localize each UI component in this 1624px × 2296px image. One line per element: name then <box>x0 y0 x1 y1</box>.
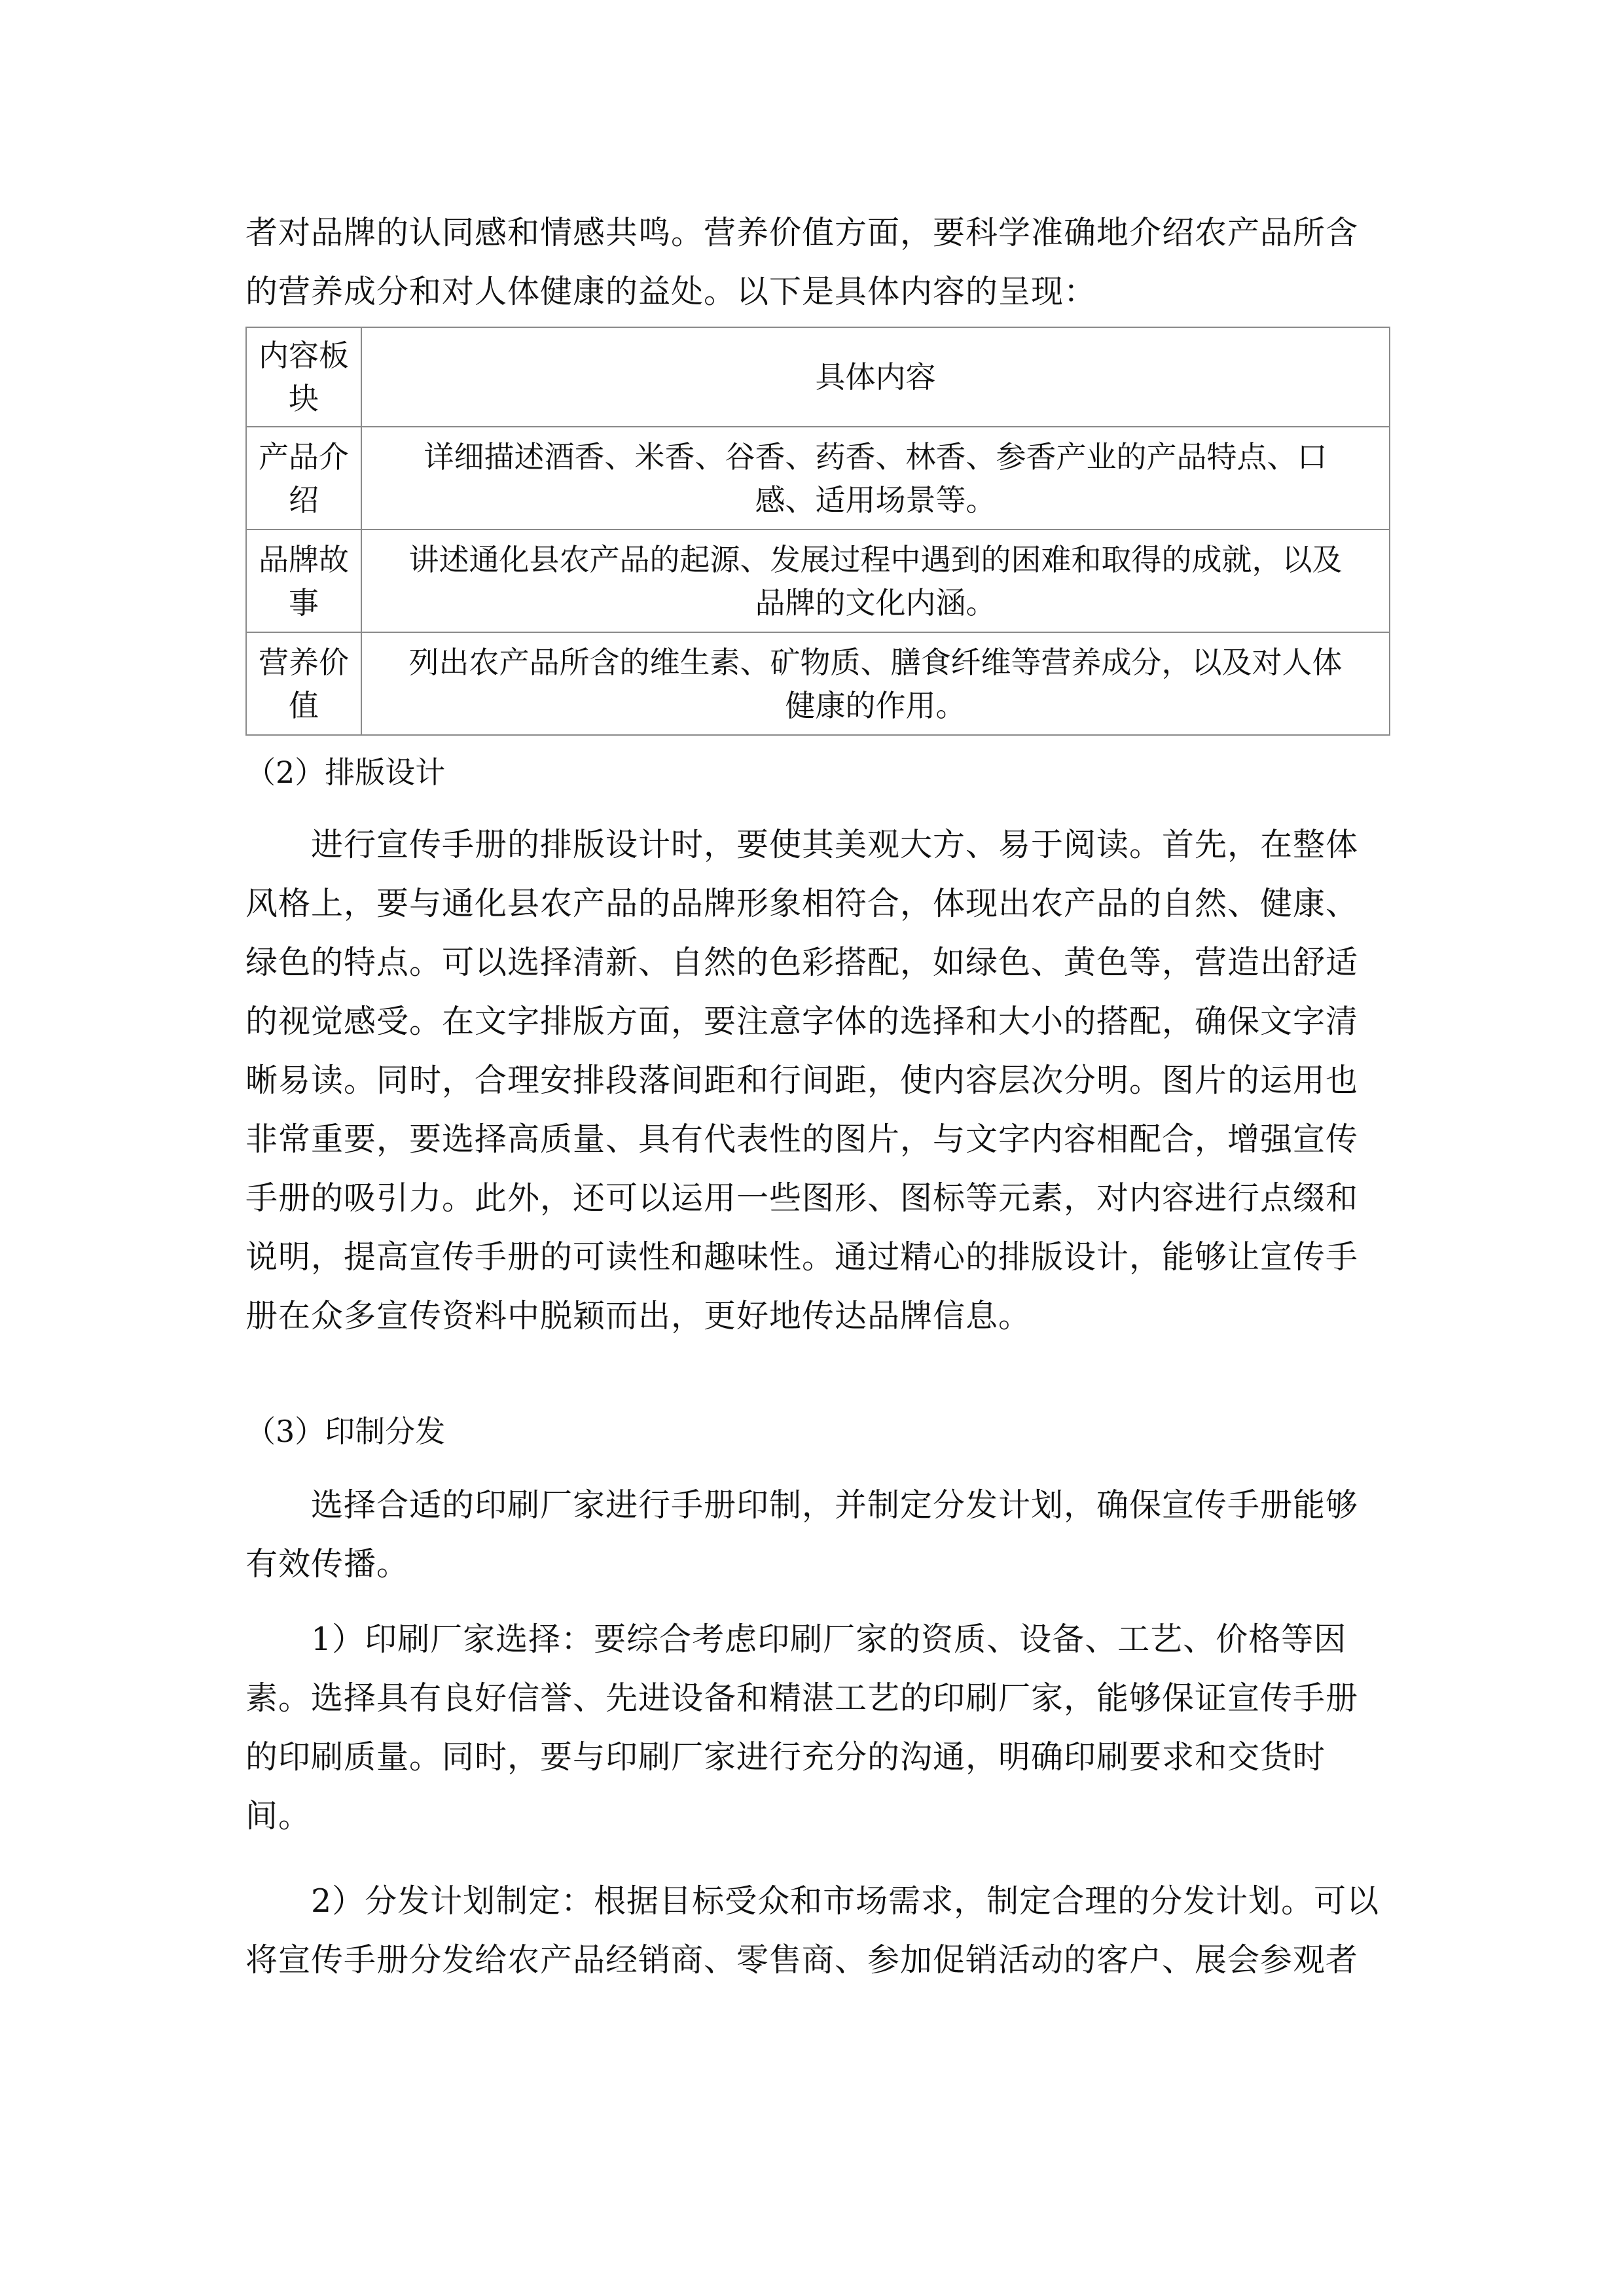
table-cell-section <box>246 529 361 632</box>
table-header-cell-content <box>361 327 1390 427</box>
cell-line: 绍 <box>289 482 319 518</box>
layout-design-paragraph <box>245 816 1394 1346</box>
paragraph-line: 的视觉感受。在文字排版方面，要注意字体的选择和大小的搭配，确保文字清 <box>245 1003 1359 1040</box>
table-row <box>246 529 1390 632</box>
paragraph-line: 的印刷质量。同时，要与印刷厂家进行充分的沟通，明确印刷要求和交货时 <box>245 1738 1326 1776</box>
cell-line: 详细描述酒香、米香、谷香、药香、林香、参香产业的产品特点、口 <box>424 439 1327 475</box>
paragraph-line: 选择合适的印刷厂家进行手册印制，并制定分发计划，确保宣传手册能够 <box>245 1486 1359 1524</box>
paragraph-line: 进行宣传手册的排版设计时，要使其美观大方、易于阅读。首先，在整体 <box>245 826 1359 863</box>
content-table <box>245 327 1390 736</box>
table-cell-content <box>361 427 1390 529</box>
table-header-row <box>246 327 1390 427</box>
cell-line: 讲述通化县农产品的起源、发展过程中遇到的困难和取得的成就，以及 <box>408 541 1343 577</box>
paragraph-line: 册在众多宣传资料中脱颖而出，更好地传达品牌信息。 <box>245 1297 1032 1335</box>
print-distribution-intro <box>245 1476 1394 1594</box>
cell-line: 块 <box>289 381 319 416</box>
intro-paragraph <box>245 204 1394 321</box>
cell-line: 列出农产品所含的维生素、矿物质、膳食纤维等营养成分，以及对人体 <box>408 644 1343 680</box>
cell-line: 内容板 <box>259 338 349 373</box>
cell-line: 值 <box>289 687 319 723</box>
paragraph-line: 素。选择具有良好信誉、先进设备和精湛工艺的印刷厂家，能够保证宣传手册 <box>245 1679 1359 1717</box>
paragraph-line: 绿色的特点。可以选择清新、自然的色彩搭配，如绿色、黄色等，营造出舒适 <box>245 944 1359 981</box>
cell-line: 感、适用场景等。 <box>755 482 996 518</box>
cell-line: 品牌的文化内涵。 <box>755 584 996 620</box>
table-cell-content <box>361 529 1390 632</box>
paragraph-line: 1）印刷厂家选择：要综合考虑印刷厂家的资质、设备、工艺、价格等因 <box>245 1621 1347 1658</box>
paragraph-line: 将宣传手册分发给农产品经销商、零售商、参加促销活动的客户、展会参观者 <box>245 1941 1359 1979</box>
section-heading-print-distribution: （3）印制分发 <box>245 1414 446 1449</box>
table-cell-section <box>246 427 361 529</box>
paragraph-line: 有效传播。 <box>245 1545 410 1583</box>
cell-line: 具体内容 <box>815 359 936 395</box>
table-cell-section <box>246 632 361 735</box>
intro-line: 者对品牌的认同感和情感共鸣。营养价值方面，要科学准确地介绍农产品所含 <box>245 214 1359 251</box>
table-row <box>246 632 1390 735</box>
table-header-cell-section <box>246 327 361 427</box>
printer-selection-paragraph <box>245 1610 1394 1846</box>
table-row <box>246 427 1390 529</box>
paragraph-line: 手册的吸引力。此外，还可以运用一些图形、图标等元素，对内容进行点缀和 <box>245 1179 1359 1217</box>
intro-line: 的营养成分和对人体健康的益处。以下是具体内容的呈现： <box>245 273 1097 310</box>
paragraph-line: 说明，提高宣传手册的可读性和趣味性。通过精心的排版设计，能够让宣传手 <box>245 1238 1359 1276</box>
cell-line: 产品介 <box>259 439 349 475</box>
paragraph-line: 晰易读。同时，合理安排段落间距和行间距，使内容层次分明。图片的运用也 <box>245 1062 1359 1099</box>
cell-line: 营养价 <box>259 644 349 680</box>
cell-line: 事 <box>289 584 319 620</box>
paragraph-line: 2）分发计划制定：根据目标受众和市场需求，制定合理的分发计划。可以 <box>245 1882 1380 1920</box>
cell-line: 健康的作用。 <box>785 687 966 723</box>
paragraph-line: 风格上，要与通化县农产品的品牌形象相符合，体现出农产品的自然、健康、 <box>245 885 1359 922</box>
section-heading-layout-design: （2）排版设计 <box>245 755 446 790</box>
paragraph-line: 间。 <box>245 1797 312 1835</box>
paragraph-line: 非常重要，要选择高质量、具有代表性的图片，与文字内容相配合，增强宣传 <box>245 1121 1359 1158</box>
cell-line: 品牌故 <box>259 541 349 577</box>
distribution-plan-paragraph <box>245 1872 1394 1990</box>
table-cell-content <box>361 632 1390 735</box>
